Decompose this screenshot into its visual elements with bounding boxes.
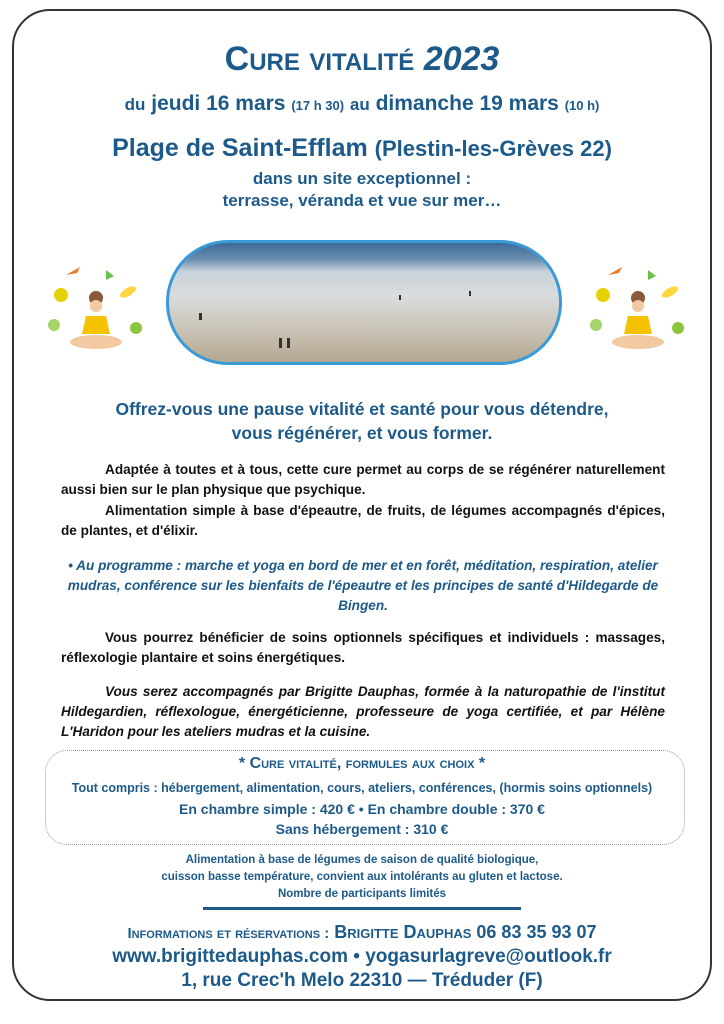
pricing-title: * Cure vitalité, formules aux choix * <box>238 755 486 772</box>
website-link[interactable]: www.brigittedauphas.com <box>112 946 348 967</box>
yoga-fruits-illustration-left <box>36 250 156 360</box>
notes: Alimentation à base de légumes de saison de qualité biologique, cuisson basse température, convient aux intolérants au gluten et lactose. Nombre de participants limités <box>161 854 563 900</box>
beach-photo <box>166 240 562 365</box>
pricing-included: Tout compris : hébergement, alimentation, cours, ateliers, conférences, (hormis soins optionnels) <box>71 781 653 795</box>
dates: du jeudi 16 mars (17 h 30) au dimanche 19 mars (10 h) <box>124 92 600 115</box>
paragraph-team: Vous serez accompagnés par Brigitte Dauphas, formée à la naturopathie de l'institut Hildegardien, réflexologue, énergéticienne, professeure de yoga certifiée, et par Hélène L'Haridon pour les ateliers mudras et la cuisine. <box>61 684 665 739</box>
yoga-fruits-illustration-right <box>578 250 698 360</box>
divider <box>203 907 521 910</box>
pricing-rooms: En chambre simple : 420 € • En chambre double : 370 € <box>179 801 545 817</box>
program: • Au programme : marche et yoga en bord de mer et en forêt, méditation, respiration, atelier mudras, conférence sur les bienfaits de l'épeautre et les principes de santé d'Hildegarde de Bingen. <box>67 558 659 613</box>
paragraph-food: Alimentation simple à base d'épeautre, de fruits, de légumes accompagnés d'épices, de plantes, et d'élixir. <box>61 503 665 538</box>
paragraph-care: Vous pourrez bénéficier de soins optionnels spécifiques et individuels : massages, réflexologie plantaire et soins énergétiques. <box>61 630 665 665</box>
contact-info: Informations et réservations : Brigitte Dauphas 06 83 35 93 07 <box>127 922 597 942</box>
email-link[interactable]: yogasurlagreve@outlook.fr <box>365 946 612 967</box>
intro-tagline: Offrez-vous une pause vitalité et santé pour vous détendre, vous régénérer, et vous former. <box>115 399 609 443</box>
contact-web: www.brigittedauphas.com • yogasurlagreve@outlook.fr <box>112 946 612 967</box>
site-description: dans un site exceptionnel : terrasse, véranda et vue sur mer… <box>222 169 502 210</box>
paragraph-intro: Adaptée à toutes et à tous, cette cure permet au corps de se régénérer naturellement aussi bien sur le plan physique que psychique. <box>61 462 665 497</box>
pricing-no-lodging: Sans hébergement : 310 € <box>275 821 449 837</box>
page-title: Cure vitalité 2023 <box>224 40 500 78</box>
location: Plage de Saint-Efflam (Plestin-les-Grèves 22) <box>112 134 612 162</box>
contact-address: 1, rue Crec'h Melo 22310 — Tréduder (F) <box>181 970 543 991</box>
